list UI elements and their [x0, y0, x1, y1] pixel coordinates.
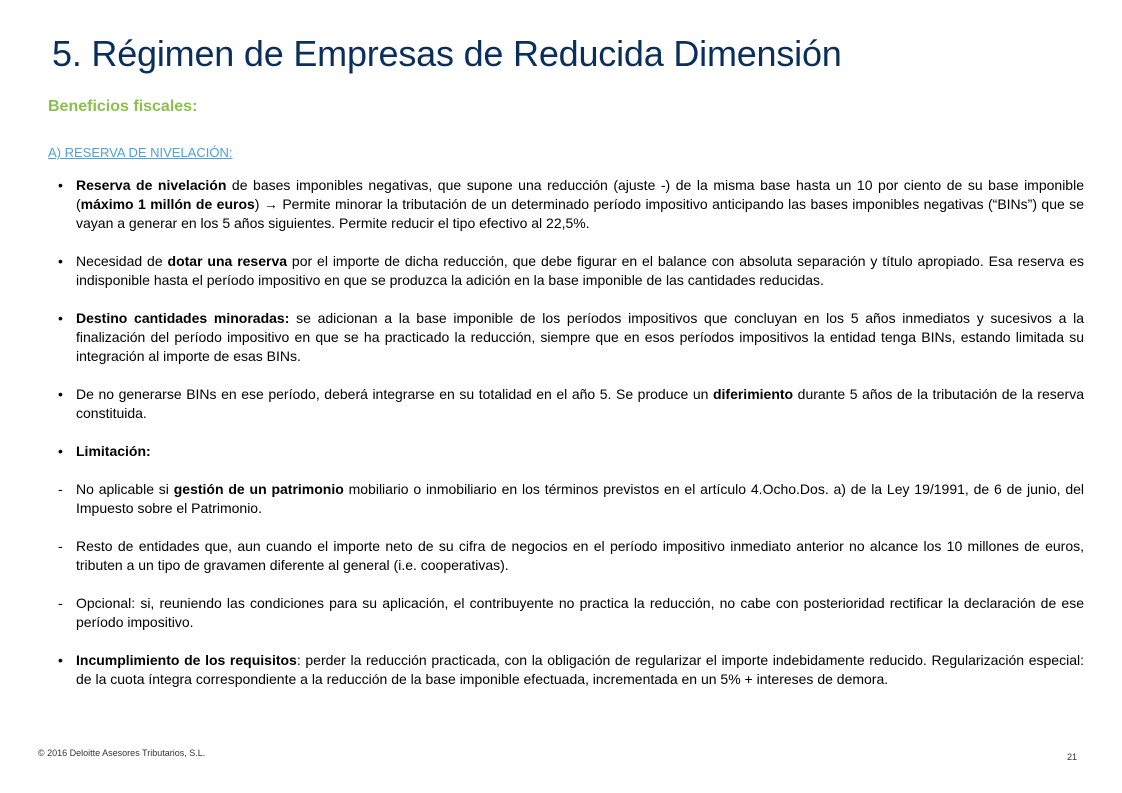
slide-subtitle: Beneficios fiscales:	[48, 98, 198, 115]
bold-text: dotar una reserva	[167, 253, 288, 269]
bold-text: Reserva de nivelación	[76, 177, 227, 193]
arrow-right-icon: →	[263, 196, 278, 212]
bullet-marker: •	[58, 253, 63, 269]
bullet-text: de bases imponibles negativas, que supone una reducción (ajuste -) de la misma base hasta un 10 por ciento de su base imponible (	[76, 177, 1084, 212]
bullet-text: por el importe de dicha reducción, que debe figurar en el balance con absoluta separación y título apropiado. Esa reserva es indisponible hasta el período impositivo en que se produzca la adición en la base imponible de las cantidades reducidas.	[76, 253, 1084, 288]
bullet-marker: •	[58, 177, 63, 193]
bullet-dotar-reserva	[58, 252, 1084, 290]
bullet-marker: •	[58, 310, 63, 326]
dash-marker: -	[58, 538, 63, 554]
bullet-marker: •	[58, 443, 63, 459]
bullet-destino-cantidades	[58, 309, 1084, 366]
dash-item-gestion-patrimonio	[58, 480, 1084, 518]
bullet-incumplimiento	[58, 651, 1084, 689]
bullet-text: )	[254, 196, 264, 212]
dash-item-opcional	[58, 594, 1084, 632]
bullet-text: : perder la reducción practicada, con la obligación de regularizar el importe indebidamente reducido. Regularización especial: de la cuota íntegra correspondiente a la reducción de la base imponible efectuada, incrementada en un 5% + intereses de demora.	[76, 652, 1084, 687]
bullet-text: durante 5 años de la tributación de la reserva constituida.	[76, 386, 1084, 421]
bullet-limitacion	[58, 442, 1084, 461]
item-text: No aplicable si	[76, 481, 174, 497]
item-text: mobiliario o inmobiliario en los términos previstos en el artículo 4.Ocho.Dos. a) de la Ley 19/1991, de 6 de junio, del Impuesto sobre el Patrimonio.	[76, 481, 1085, 516]
bullet-text: De no generarse BINs en ese período, deberá integrarse en su totalidad en el año 5. Se produce un	[76, 386, 713, 402]
copyright-notice: © 2016 Deloitte Asesores Tributarios, S.L.	[38, 748, 206, 758]
bullet-no-generarse-bins	[58, 385, 1084, 423]
bullet-text: Permite minorar la tributación de un determinado período impositivo anticipando las bases imponibles negativas (“BINs”) que se vayan a generar en los 5 años siguientes. Permite reducir el tipo efectivo al 22,5%.	[76, 196, 1085, 231]
slide-body	[58, 176, 1084, 689]
dash-marker: -	[58, 481, 63, 497]
slide-title: 5. Régimen de Empresas de Reducida Dimensión	[52, 33, 842, 74]
section-heading-link[interactable]: A) RESERVA DE NIVELACIÓN:	[48, 145, 233, 160]
bold-text: Destino cantidades minoradas:	[76, 310, 290, 326]
bold-text: Incumplimiento de los requisitos	[76, 652, 297, 668]
page-number: 21	[1067, 752, 1078, 762]
bold-text: gestión de un patrimonio	[173, 481, 344, 497]
bullet-text: se adicionan a la base imponible de los períodos impositivos que concluyan en los 5 años inmediatos y sucesivos a la finalización del período impositivo en que se ha practicado la reducción, siempre que en esos períodos impositivos la entidad tenga BINs, estando limitada su integración al importe de esas BINs.	[76, 310, 1084, 364]
item-text: Opcional: si, reuniendo las condiciones para su aplicación, el contribuyente no practica la reducción, no cabe con posterioridad rectificar la declaración de ese período impositivo.	[76, 595, 1084, 630]
item-text: Resto de entidades que, aun cuando el importe neto de su cifra de negocios en el período impositivo inmediato anterior no alcance los 10 millones de euros, tributen a un tipo de gravamen diferente al general (i.e. cooperativas).	[76, 538, 1084, 573]
bullet-text: Necesidad de	[76, 253, 168, 269]
bullet-marker: •	[58, 386, 63, 402]
bullet-reserva-nivelacion	[58, 176, 1084, 233]
bold-text: Limitación:	[76, 443, 151, 459]
dash-marker: -	[58, 595, 63, 611]
bold-text: diferimiento	[712, 386, 794, 402]
bold-text: máximo 1 millón de euros	[80, 196, 255, 212]
dash-item-resto-entidades	[58, 537, 1084, 575]
bullet-marker: •	[58, 652, 63, 668]
